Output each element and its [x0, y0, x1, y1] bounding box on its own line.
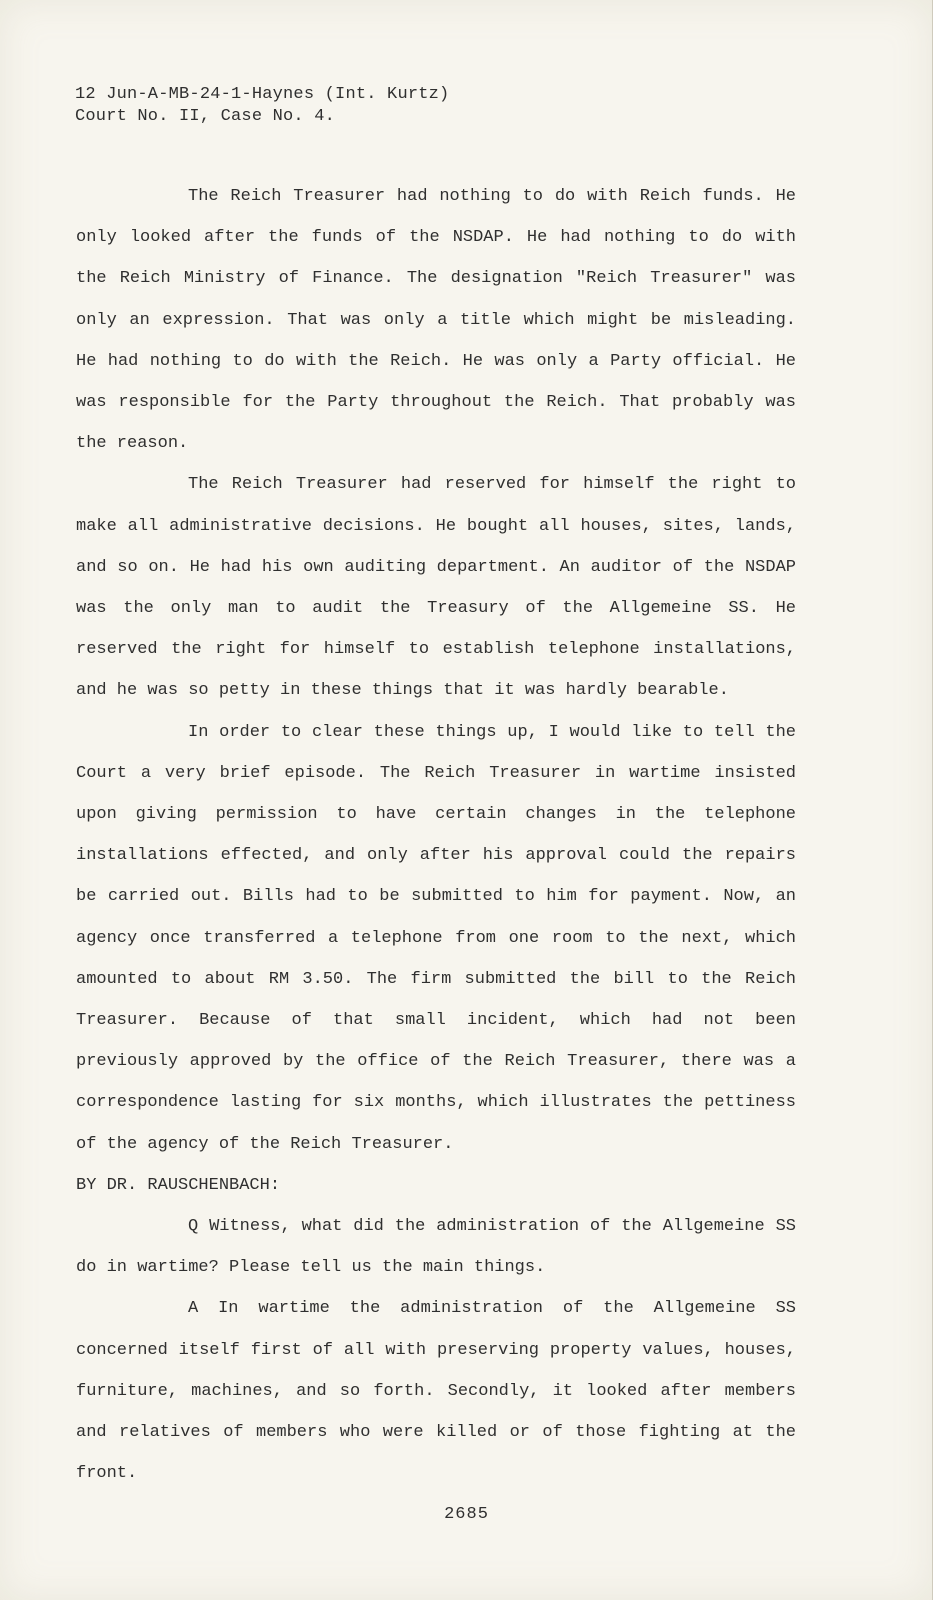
page-margin [933, 0, 949, 1600]
transcript-body [76, 176, 796, 1495]
question-text: Q Witness, what did the administration of the Allgemeine SS do in wartime? Please tell us the main things. [76, 1217, 796, 1278]
paragraph-reich-treasurer-funds: The Reich Treasurer had nothing to do with Reich funds. He only looked after the funds of the NSDAP. He had nothing to do with the Reich Ministry of Finance. The designation "Reich Treasurer" was only an expression. That was only a title which might be misleading. He had nothing to do with the Reich. He was only a Party official. He was responsible for the Party throughout the Reich. That probably was the reason. [76, 187, 796, 454]
document-header [75, 84, 449, 128]
header-reference: 12 Jun-A-MB-24-1-Haynes (Int. Kurtz) [75, 85, 450, 104]
examiner-label: BY DR. RAUSCHENBACH: [76, 1175, 281, 1195]
header-court-case: Court No. II, Case No. 4. [75, 107, 336, 126]
page-number: 2685 [444, 1505, 489, 1524]
answer-text: A In wartime the administration of the Allgemeine SS concerned itself first of all with preserving property values, houses, furniture, machines, and so forth. Secondly, it looked after members and relatives of members who were killed or of those fighting at the front. [76, 1299, 796, 1484]
paragraph-telephone-episode: In order to clear these things up, I would like to tell the Court a very brief episode. The Reich Treasurer in wartime insisted upon giving permission to have certain changes in the telephone installations effected, and only after his approval could the repairs be carried out. Bills had to be submitted to him for payment. Now, an agency once transferred a telephone from one room to the next, which amounted to about RM 3.50. The firm submitted the bill to the Reich Treasurer. Because of that small incident, which had not been previously approved by the office of the Reich Treasurer, there was a correspondence lasting for six months, which illustrates the pettiness of the agency of the Reich Treasurer. [76, 722, 796, 1154]
paragraph-administrative-decisions: The Reich Treasurer had reserved for himself the right to make all administrative decisions. He bought all houses, sites, lands, and so on. He had his own auditing department. An auditor of the NSDAP was the only man to audit the Treasury of the Allgemeine SS. He reserved the right for himself to establish telephone installations, and he was so petty in these things that it was hardly bearable. [76, 475, 796, 701]
